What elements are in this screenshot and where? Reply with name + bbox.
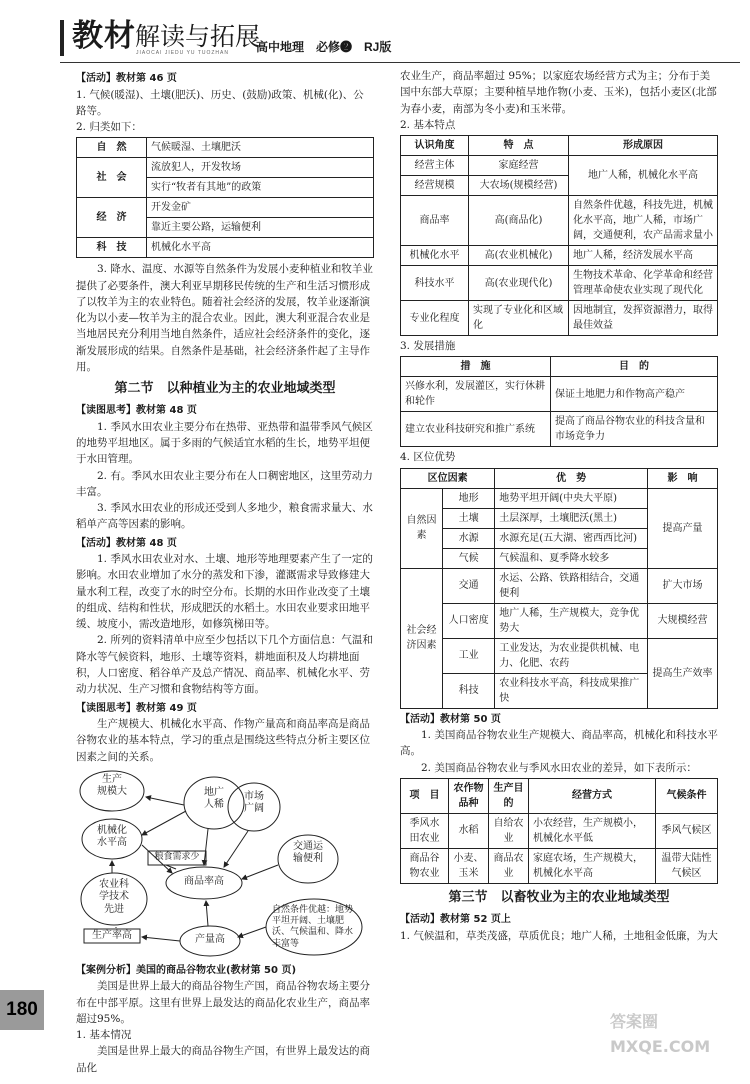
node-transport: 交通运 输便利 — [293, 840, 323, 865]
table-cell: 地广人稀，机械化水平高 — [569, 156, 718, 196]
paragraph: 2. 归类如下： — [76, 121, 142, 134]
factor-diagram — [76, 769, 374, 959]
paragraph: 美国是世界上最大的商品谷物生产国，有世界上最发达的商品化 — [76, 1045, 370, 1074]
table-cell: 自 然 — [77, 138, 147, 158]
table-cell: 小农经营，生产规模小，机械化水平低 — [529, 813, 656, 848]
table-cell: 提高了商品谷物农业的科技含量和市场竞争力 — [551, 412, 718, 447]
table-cell: 土层深厚，土壤肥沃(黑土) — [495, 508, 648, 528]
paragraph: 3. 发展措施 — [400, 340, 456, 353]
paragraph: 3. 降水、温度、水源等自然条件为发展小麦种植业和牧羊业提供了必要条件，澳大利亚早期移民传统的生产和生活习惯形成了以牧羊为主的农业特色。随着社会经济的发展，牧羊业逐渐演化为以小麦—牧羊为主的混合农业。因此，澳大利亚混合农业是当地居民充分利用当地自然条件，适应社会经济条件的变化，逐渐发展形成的结果。自然条件是基础，社会经济条件起了主导作用。 — [76, 263, 373, 373]
table-header: 气候条件 — [656, 778, 718, 813]
paragraph: 农业生产，商品率超过 95%；以家庭农场经营方式为主；分布于美国中东部大草原；主要种植旱地作物(小麦、玉米)，包括小麦区(北部为春小麦，南部为冬小麦)和玉米带。 — [400, 70, 717, 115]
table-cell: 自然因素 — [401, 488, 443, 568]
paragraph: 美国是世界上最大的商品谷物生产国，商品谷物农场主要分布在中部平原。这里有世界上最发达的商品化农业生产，商品率超过95%。 — [76, 980, 370, 1025]
table-cell: 社 会 — [77, 158, 147, 198]
paragraph: 4. 区位优势 — [400, 451, 456, 464]
table-cell: 季风水田农业 — [401, 813, 449, 848]
comparison-table — [400, 778, 718, 884]
section-heading: 第二节 以种植业为主的农业地域类型 — [114, 381, 336, 397]
table-header: 措 施 — [401, 357, 551, 377]
table-cell: 土壤 — [443, 508, 495, 528]
node-productivity: 生产率高 — [92, 929, 132, 941]
table-cell: 实现了专业化和区域化 — [469, 301, 569, 336]
header-course: 高中地理 必修❷ RJ版 — [256, 40, 392, 54]
location-advantages-table — [400, 468, 718, 709]
basic-features-table — [400, 135, 718, 336]
measures-table — [400, 356, 718, 447]
node-broad-market: 市场 广阔 — [244, 790, 264, 815]
table-header: 项 目 — [401, 778, 449, 813]
table-header: 农作物品种 — [449, 778, 489, 813]
paragraph: 2. 基本特点 — [400, 118, 456, 131]
table-cell: 流放犯人，开发牧场 — [147, 158, 374, 178]
case-tag: 【案例分析】美国的商品谷物农业(教材第 50 页) — [76, 964, 297, 976]
paragraph: 1. 气候温和，草类茂盛，草质优良；地广人稀，土地租金低廉，为大 — [400, 929, 718, 942]
paragraph: 2. 所列的资料清单中应至少包括以下几个方面信息：气温和降水等气候资料，地形、土壤等资料，耕地面积及人均耕地面积，人口密度、稻谷单产及总产情况、商品率、机械化水平、劳动力状况、生产习惯和食物结构等方面。 — [76, 634, 373, 696]
table-cell: 工业 — [443, 638, 495, 673]
table-cell: 提高产量 — [648, 488, 718, 568]
table-cell: 自然条件优越，科技先进，机械化水平高，地广人稀，市场广阔，交通便利，农产品需求量小 — [569, 196, 718, 246]
table-cell: 兴修水利，发展灌区，实行休耕和轮作 — [401, 377, 551, 412]
table-cell: 气候暖湿、土壤肥沃 — [147, 138, 374, 158]
node-high-yield: 产量高 — [195, 933, 225, 945]
header-rule — [60, 62, 740, 63]
header-pinyin: JIAOCAI JIEDU YU TUOZHAN — [136, 50, 229, 56]
table-cell: 建立农业科技研究和推广系统 — [401, 412, 551, 447]
node-low-grain-demand: 粮食需求少 — [154, 851, 200, 862]
node-mechanization: 机械化 水平高 — [97, 824, 127, 849]
factor-table — [76, 137, 374, 258]
paragraph: 1. 美国商品谷物农业生产规模大、商品率高，机械化和科技水平高。 — [400, 729, 718, 758]
header-title-rest: 解读与拓展 — [135, 22, 261, 51]
watermark: 答案圈 MXQE.COM — [610, 1012, 711, 1056]
table-cell: 气候温和、夏季降水较多 — [495, 548, 648, 568]
activity-tag: 【活动】教材第 50 页 — [400, 713, 501, 725]
table-cell: 科 技 — [77, 238, 147, 258]
table-cell: 人口密度 — [443, 603, 495, 638]
table-cell: 开发金矿 — [147, 198, 374, 218]
table-cell: 机械化水平 — [401, 246, 469, 266]
table-cell: 经 济 — [77, 198, 147, 238]
table-header: 形成原因 — [569, 136, 718, 156]
table-cell: 水源充足(五大湖、密西西比河) — [495, 528, 648, 548]
table-cell: 水运、公路、铁路相结合，交通便利 — [495, 568, 648, 603]
right-column — [400, 68, 718, 944]
table-cell: 经营规模 — [401, 176, 469, 196]
activity-tag: 【活动】教材第 46 页 — [76, 73, 177, 84]
section-heading: 第三节 以畜牧业为主的农业地域类型 — [448, 889, 670, 905]
activity-tag: 【活动】教材第 52 页上 — [400, 914, 511, 926]
table-cell: 高(商品化) — [469, 196, 569, 246]
paragraph: 1. 气候(暖湿)、土壤(肥沃)、历史、(鼓励)政策、机械(化)、公路等。 — [76, 88, 364, 117]
left-column — [76, 68, 374, 1076]
table-cell: 自给农业 — [489, 813, 529, 848]
table-cell: 实行“牧者有其地”的政策 — [147, 178, 374, 198]
table-cell: 气候 — [443, 548, 495, 568]
paragraph: 2. 美国商品谷物农业与季风水田农业的差异，如下表所示： — [421, 761, 697, 774]
reading-tag: 【读图思考】教材第 49 页 — [76, 702, 197, 714]
node-natural-conditions: 自然条件优越：地势平坦开阔、土壤肥沃、气候温和、降水丰富等 — [272, 904, 354, 949]
table-cell: 家庭经营 — [469, 156, 569, 176]
activity-tag: 【活动】教材第 48 页 — [76, 537, 177, 549]
page-header — [0, 0, 750, 62]
table-cell: 专业化程度 — [401, 301, 469, 336]
table-header: 认识角度 — [401, 136, 469, 156]
table-header: 经营方式 — [529, 778, 656, 813]
table-cell: 靠近主要公路，运输便利 — [147, 218, 374, 238]
paragraph: 1. 季风水田农业对水、土壤、地形等地理要素产生了一定的影响。水田农业增加了水分的蒸发和下渗，灌溉需求导致修建大量水利工程，改变了水的时空分布。长期的水田作业改变了土壤的组成、结构和性状，形成肥沃的水稻土。水田农业要求田地平缓、坡度小，需改造地形，如修筑梯田等。 — [76, 553, 373, 631]
table-cell: 商品农业 — [489, 848, 529, 883]
reading-tag: 【读图思考】教材第 48 页 — [76, 405, 197, 417]
table-cell: 地势平坦开阔(中央大平原) — [495, 488, 648, 508]
paragraph: 1. 季风水田农业主要分布在热带、亚热带和温带季风气候区的地势平坦地区。属于多雨的气候适宜水稻的生长，地势平坦便于水田管理。 — [76, 420, 373, 466]
table-cell: 提高生产效率 — [648, 638, 718, 708]
header-bar-decoration — [60, 20, 64, 56]
table-cell: 地广人稀，经济发展水平高 — [569, 246, 718, 266]
table-cell: 科技水平 — [401, 266, 469, 301]
table-cell: 小麦、玉米 — [449, 848, 489, 883]
table-header: 优 势 — [495, 468, 648, 488]
table-cell: 生物技术革命、化学革命和经营管理革命使农业实现了现代化 — [569, 266, 718, 301]
table-header: 区位因素 — [401, 468, 495, 488]
node-sparse-population: 地广 人稀 — [204, 786, 224, 811]
table-cell: 地形 — [443, 488, 495, 508]
table-cell: 高(农业现代化) — [469, 266, 569, 301]
table-header: 特 点 — [469, 136, 569, 156]
page-number: 180 — [0, 990, 44, 1030]
table-cell: 家庭农场，生产规模大，机械化水平高 — [529, 848, 656, 883]
table-cell: 农业科技水平高，科技成果推广快 — [495, 673, 648, 708]
table-cell: 社会经济因素 — [401, 568, 443, 708]
node-agri-technology: 农业科 学技术 先进 — [99, 878, 129, 915]
table-header: 目 的 — [551, 357, 718, 377]
node-commodity-rate: 商品率高 — [184, 875, 224, 887]
table-cell: 机械化水平高 — [147, 238, 374, 258]
table-cell: 温带大陆性气候区 — [656, 848, 718, 883]
table-cell: 经营主体 — [401, 156, 469, 176]
paragraph: 1. 基本情况 — [76, 1029, 132, 1042]
table-cell: 交通 — [443, 568, 495, 603]
table-cell: 扩大市场 — [648, 568, 718, 603]
table-cell: 工业发达，为农业提供机械、电力、化肥、农药 — [495, 638, 648, 673]
table-cell: 科技 — [443, 673, 495, 708]
table-cell: 水源 — [443, 528, 495, 548]
table-cell: 大农场(规模经营) — [469, 176, 569, 196]
table-cell: 商品率 — [401, 196, 469, 246]
table-cell: 水稻 — [449, 813, 489, 848]
table-cell: 商品谷物农业 — [401, 848, 449, 883]
header-title-bold: 教材 — [72, 18, 136, 54]
table-cell: 因地制宜，发挥资源潜力，取得最佳效益 — [569, 301, 718, 336]
node-production-scale: 生产 规模大 — [97, 773, 127, 798]
table-cell: 大规模经营 — [648, 603, 718, 638]
table-cell: 地广人稀，生产规模大，竞争优势大 — [495, 603, 648, 638]
table-cell: 保证土地肥力和作物高产稳产 — [551, 377, 718, 412]
paragraph: 2. 有。季风水田农业主要分布在人口稠密地区，这里劳动力丰富。 — [76, 469, 373, 498]
table-header: 生产目的 — [489, 778, 529, 813]
table-header: 影 响 — [648, 468, 718, 488]
paragraph: 3. 季风水田农业的形成还受到人多地少，粮食需求量大、水稻单产高等因素的影响。 — [76, 502, 373, 531]
table-cell: 高(农业机械化) — [469, 246, 569, 266]
table-cell: 季风气候区 — [656, 813, 718, 848]
paragraph: 生产规模大、机械化水平高、作物产量高和商品率高是商品谷物农业的基本特点，学习的重点是围绕这些特点分析主要区位因素之间的关系。 — [76, 718, 370, 763]
